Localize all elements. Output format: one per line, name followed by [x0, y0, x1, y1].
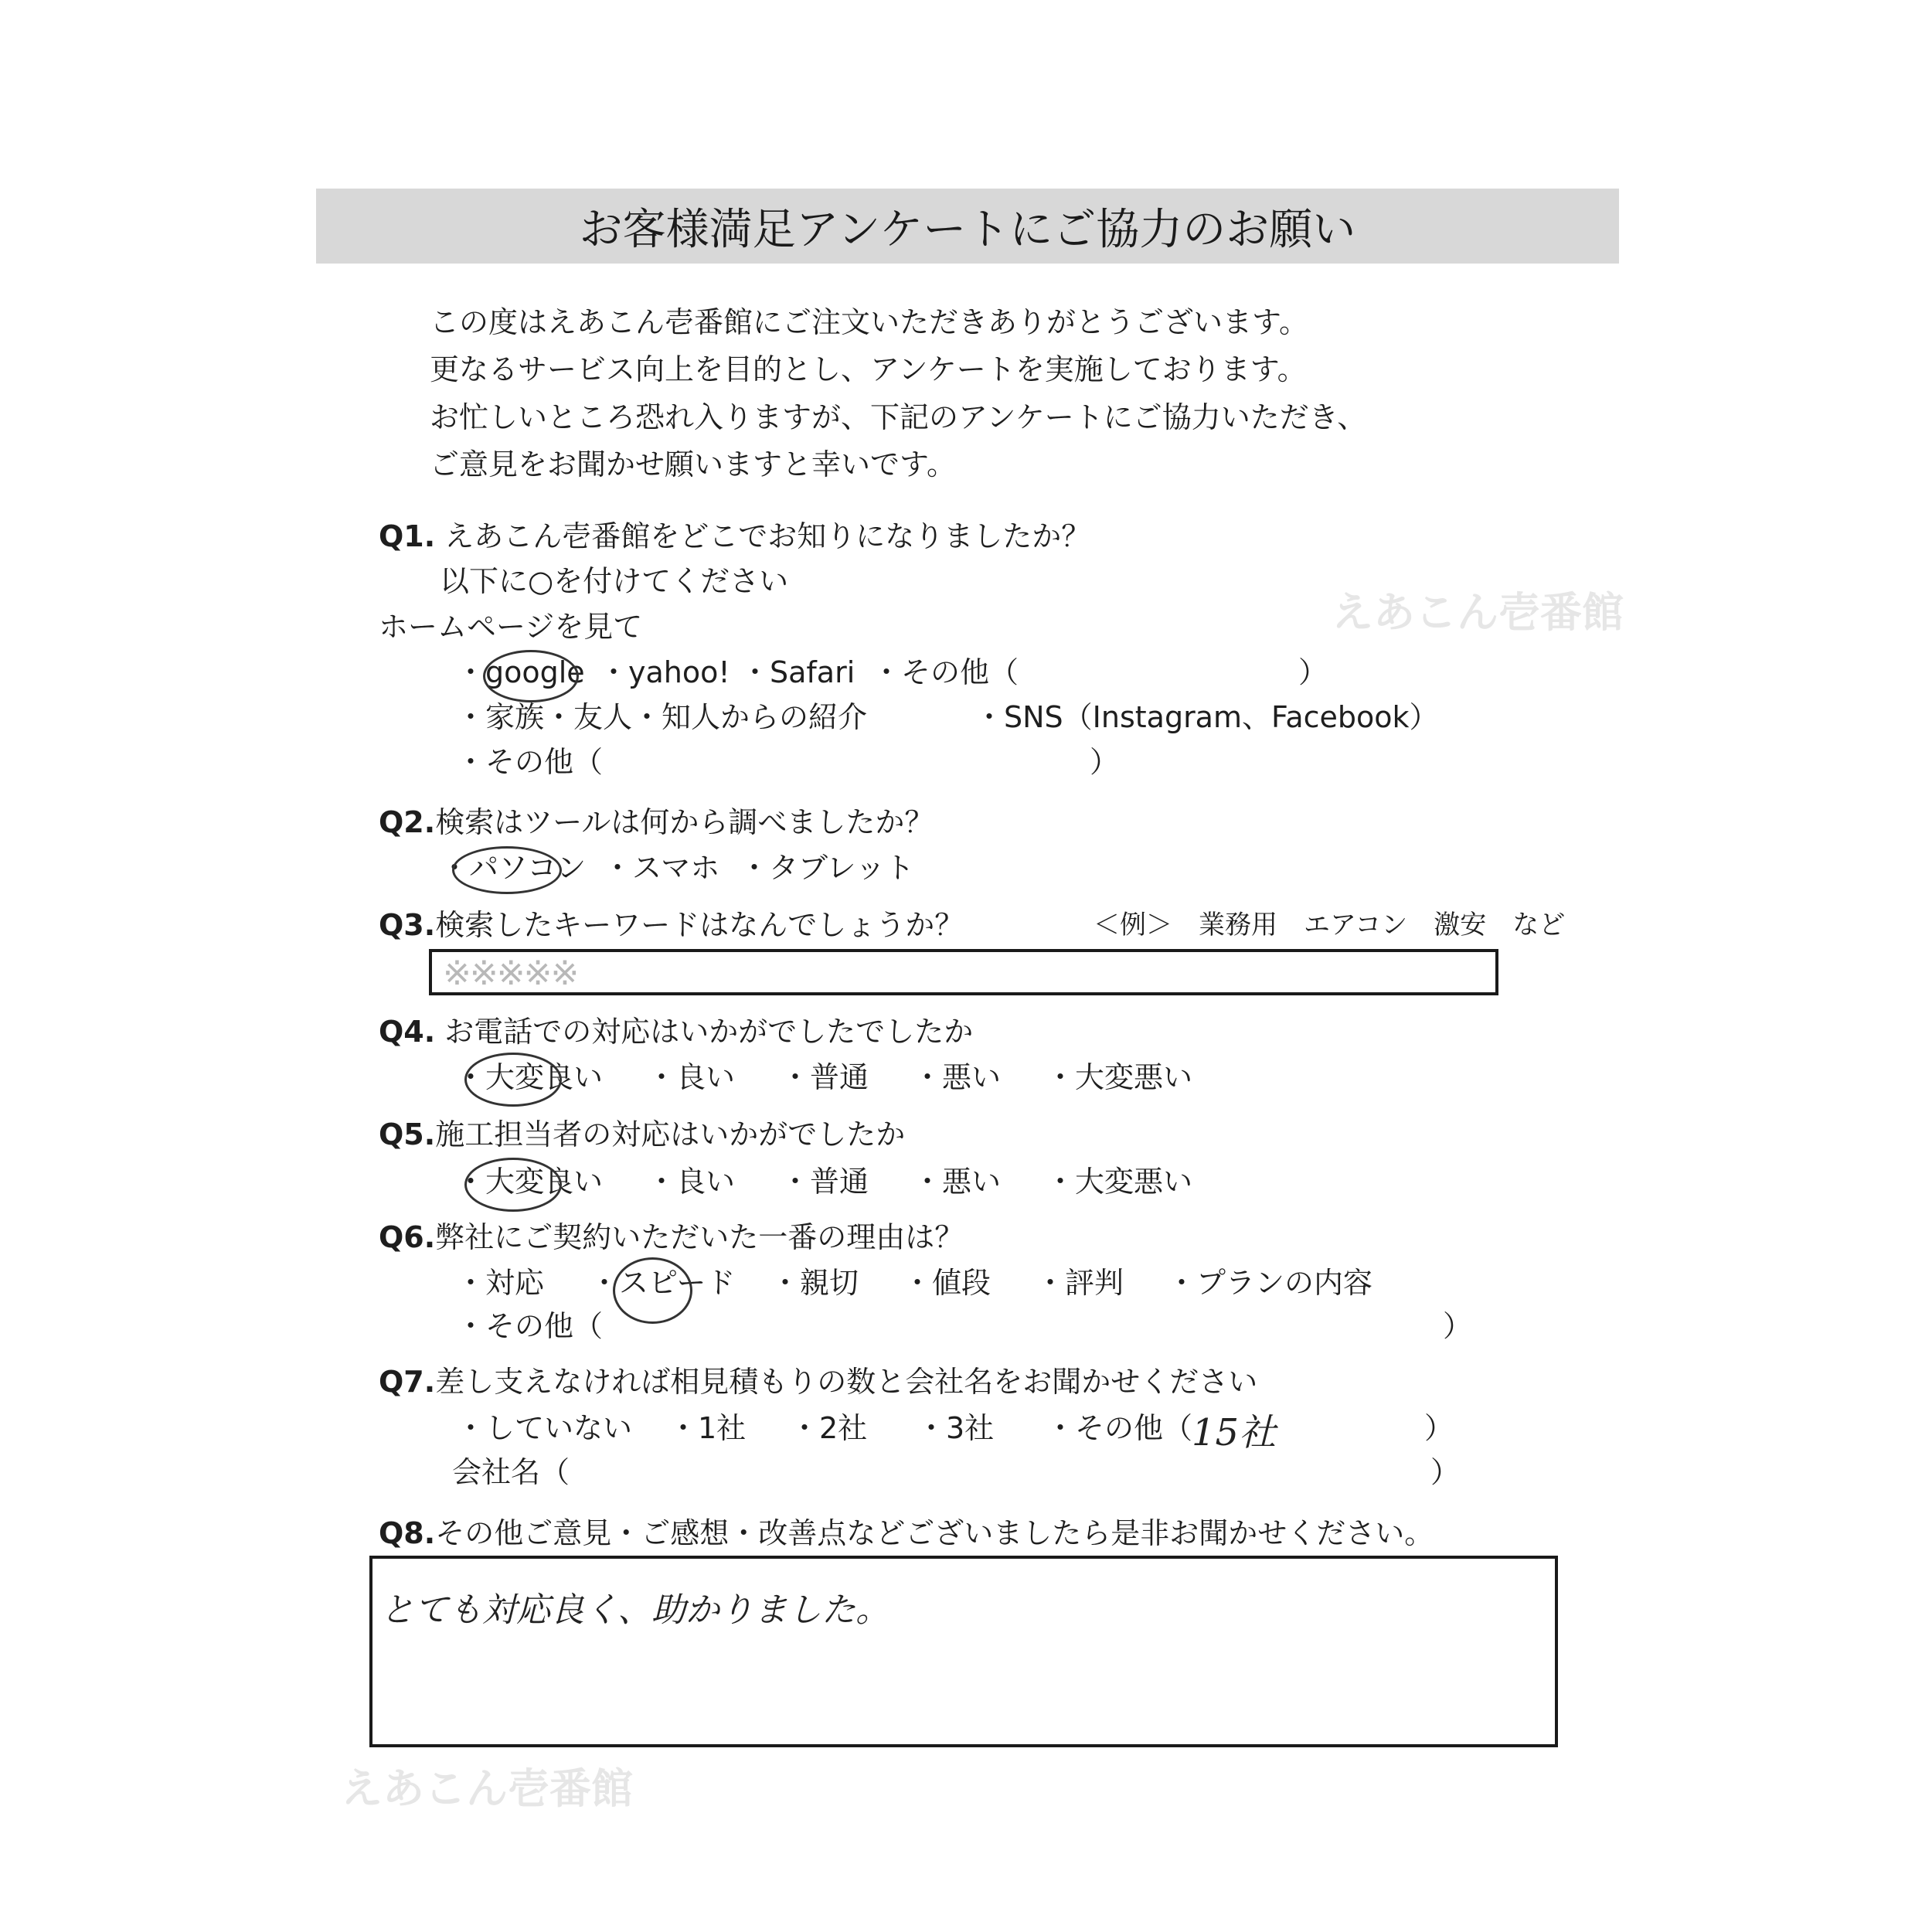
q6-option[interactable]: ・プランの内容	[1167, 1266, 1373, 1300]
q3-number: Q3.	[379, 908, 436, 942]
q1-option-safari[interactable]: ・Safari	[740, 655, 855, 689]
q5-question	[379, 1117, 905, 1152]
intro-line: この度はえあこん壱番館にご注文いただきありがとうございます。	[430, 305, 1308, 339]
q4-option[interactable]: ・悪い	[913, 1060, 1002, 1094]
page-title: お客様満足アンケートにご協力のお願い	[579, 204, 1356, 255]
q4-option[interactable]: ・良い	[647, 1060, 736, 1094]
q4-number: Q4.	[379, 1015, 436, 1049]
intro-line: ご意見をお聞かせ願いますと幸いです。	[430, 447, 956, 481]
q4-text: お電話での対応はいかがでしたでしたか	[444, 1015, 974, 1049]
q7-text: 差し支えなければ相見積もりの数と会社名をお聞かせください	[435, 1365, 1258, 1399]
title-bar	[316, 189, 1619, 264]
paren-close: ）	[1298, 655, 1328, 689]
q7-option[interactable]: ・その他（	[1046, 1411, 1193, 1445]
q5-option[interactable]: ・大変良い	[456, 1165, 604, 1199]
intro-line: 更なるサービス向上を目的とし、アンケートを実施しております。	[430, 352, 1307, 386]
q6-option-other[interactable]: ・その他（	[456, 1309, 604, 1343]
q5-option[interactable]: ・大変悪い	[1046, 1165, 1193, 1199]
q4-option[interactable]: ・大変悪い	[1046, 1060, 1193, 1094]
paren-close: ）	[1090, 745, 1120, 779]
watermark: えあこん壱番館	[341, 1764, 633, 1813]
intro-line: お忙しいところ恐れ入りますが、下記のアンケートにご協力いただき、	[430, 400, 1367, 434]
q2-option[interactable]: ・パソコン	[440, 851, 587, 885]
q1-group-label: ホームページを見て	[379, 610, 643, 644]
q6-question	[379, 1219, 964, 1255]
q4-option[interactable]: ・大変良い	[456, 1060, 604, 1094]
q1-option-sns[interactable]: ・SNS（Instagram、Facebook）	[975, 700, 1439, 734]
q6-text: 弊社にご契約いただいた一番の理由は？	[435, 1220, 964, 1254]
selection-circle	[452, 846, 562, 894]
q5-option[interactable]: ・良い	[647, 1165, 736, 1199]
q8-handwritten-answer: とても対応良く、助かりました。	[380, 1590, 890, 1630]
q5-text: 施工担当者の対応はいかがでしたか	[435, 1117, 906, 1151]
q7-option[interactable]: ・1社	[668, 1411, 747, 1445]
q2-number: Q2.	[379, 805, 436, 839]
q3-keyword-field[interactable]	[429, 949, 1498, 995]
q6-option[interactable]: ・スピード	[590, 1266, 736, 1300]
selection-circle	[464, 1158, 562, 1212]
q1-option-other2[interactable]: ・その他（	[456, 745, 604, 779]
watermark: えあこん壱番館	[1332, 588, 1624, 637]
q6-option[interactable]: ・対応	[456, 1266, 545, 1300]
q6-number: Q6.	[379, 1220, 436, 1254]
selection-circle	[464, 1053, 562, 1107]
q1-question	[379, 519, 1090, 554]
q7-option[interactable]: ・3社	[917, 1411, 995, 1445]
q3-text: 検索したキーワードはなんでしょうか？	[435, 908, 964, 942]
q6-option[interactable]: ・評判	[1036, 1266, 1124, 1300]
q7-option[interactable]: ・していない	[456, 1411, 633, 1445]
q1-option-google[interactable]: ・google	[456, 655, 585, 689]
q7-question	[379, 1364, 1257, 1400]
selection-circle	[483, 650, 579, 702]
q6-option[interactable]: ・値段	[903, 1266, 992, 1300]
q2-text: 検索はツールは何から調べましたか？	[435, 805, 934, 839]
q3-masked-answer: ※※※※※	[443, 954, 578, 993]
q7-other-answer[interactable]: 15社	[1192, 1411, 1277, 1454]
q1-option-yahoo[interactable]: ・yahoo!	[599, 655, 730, 689]
q8-number: Q8.	[379, 1516, 436, 1550]
q3-question	[379, 907, 964, 943]
q8-text: その他ご意見・ご感想・改善点などございましたら是非お聞かせください。	[435, 1516, 1434, 1550]
selection-circle	[613, 1257, 692, 1324]
q1-number: Q1.	[379, 519, 436, 553]
paren-close: ）	[1430, 1455, 1461, 1489]
q3-example: ＜例＞ 業務用 エアコン 激安 など	[1094, 910, 1566, 940]
q6-option[interactable]: ・親切	[770, 1266, 859, 1300]
q4-question	[379, 1014, 973, 1049]
q1-option-referral[interactable]: ・家族・友人・知人からの紹介	[456, 700, 868, 734]
q4-option[interactable]: ・普通	[781, 1060, 869, 1094]
q2-option[interactable]: ・スマホ	[603, 851, 720, 885]
q5-number: Q5.	[379, 1117, 436, 1151]
q5-option[interactable]: ・悪い	[913, 1165, 1002, 1199]
q1-option-other[interactable]: ・その他（	[872, 655, 1019, 689]
q7-number: Q7.	[379, 1365, 436, 1399]
paren-close: ）	[1424, 1411, 1454, 1445]
q1-instruction: 以下に○を付けてください	[440, 564, 789, 598]
paren-close: ）	[1443, 1309, 1473, 1343]
q7-company-label[interactable]: 会社名（	[452, 1455, 570, 1489]
q7-option[interactable]: ・2社	[790, 1411, 868, 1445]
q2-option[interactable]: ・タブレット	[740, 851, 915, 885]
q8-comment-field[interactable]	[369, 1556, 1558, 1747]
q1-text: えあこん壱番館をどこでお知りになりましたか？	[444, 519, 1091, 553]
q8-question	[379, 1515, 1434, 1551]
q5-option[interactable]: ・普通	[781, 1165, 869, 1199]
q2-question	[379, 804, 934, 840]
